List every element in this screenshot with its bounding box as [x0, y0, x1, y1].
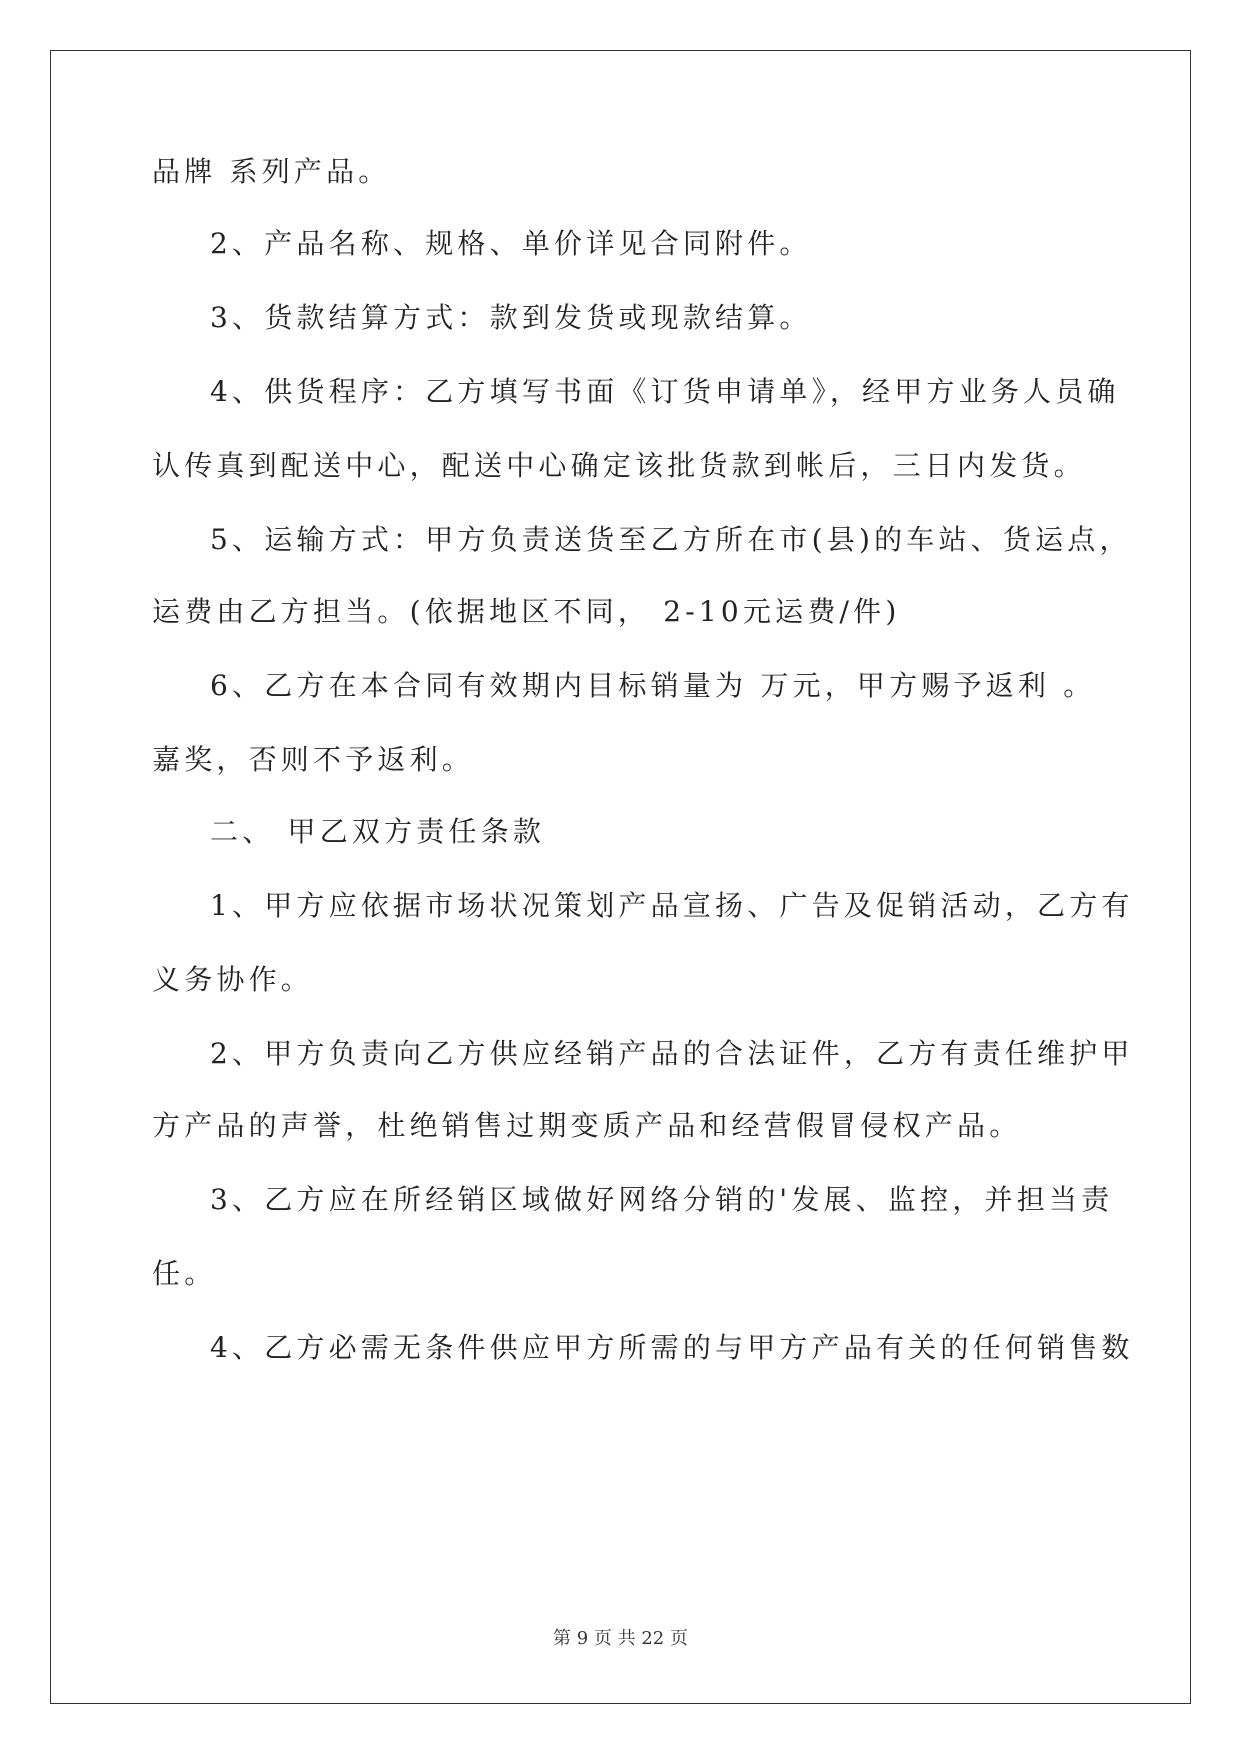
text-line: 1、甲方应依据市场状况策划产品宣扬、广告及促销活动，乙方有: [210, 889, 1134, 922]
text-line: 任。: [152, 1257, 217, 1290]
section-heading: 二、 甲乙双方责任条款: [210, 815, 546, 848]
text-line: 品牌 系列产品。: [152, 155, 391, 188]
text-line: 2、甲方负责向乙方供应经销产品的合法证件，乙方有责任维护甲: [210, 1037, 1134, 1070]
text-line: 5、运输方式：甲方负责送货至乙方所在市(县)的车站、货运点，: [210, 523, 1132, 556]
text-line: 嘉奖，否则不予返利。: [152, 743, 475, 776]
text-line: 3、货款结算方式：款到发货或现款结算。: [210, 301, 812, 334]
text-line: 6、乙方在本合同有效期内目标销量为 万元，甲方赐予返利 。: [210, 669, 1096, 702]
text-line: 方产品的声誉，杜绝销售过期变质产品和经营假冒侵权产品。: [152, 1109, 1022, 1142]
text-line: 3、乙方应在所经销区域做好网络分销的'发展、监控，并担当责: [210, 1183, 1114, 1216]
text-line: 运费由乙方担当。(依据地区不同， 2-10元运费/件): [152, 595, 901, 628]
text-line: 认传真到配送中心，配送中心确定该批货款到帐后，三日内发货。: [152, 449, 1086, 482]
text-line: 义务协作。: [152, 963, 314, 996]
page-footer: 第 9 页 共 22 页: [553, 1628, 688, 1649]
text-line: 4、乙方必需无条件供应甲方所需的与甲方产品有关的任何销售数: [210, 1331, 1134, 1364]
text-line: 2、产品名称、规格、单价详见合同附件。: [210, 227, 812, 260]
text-line: 4、供货程序：乙方填写书面《订货申请单》，经甲方业务人员确: [210, 375, 1120, 408]
